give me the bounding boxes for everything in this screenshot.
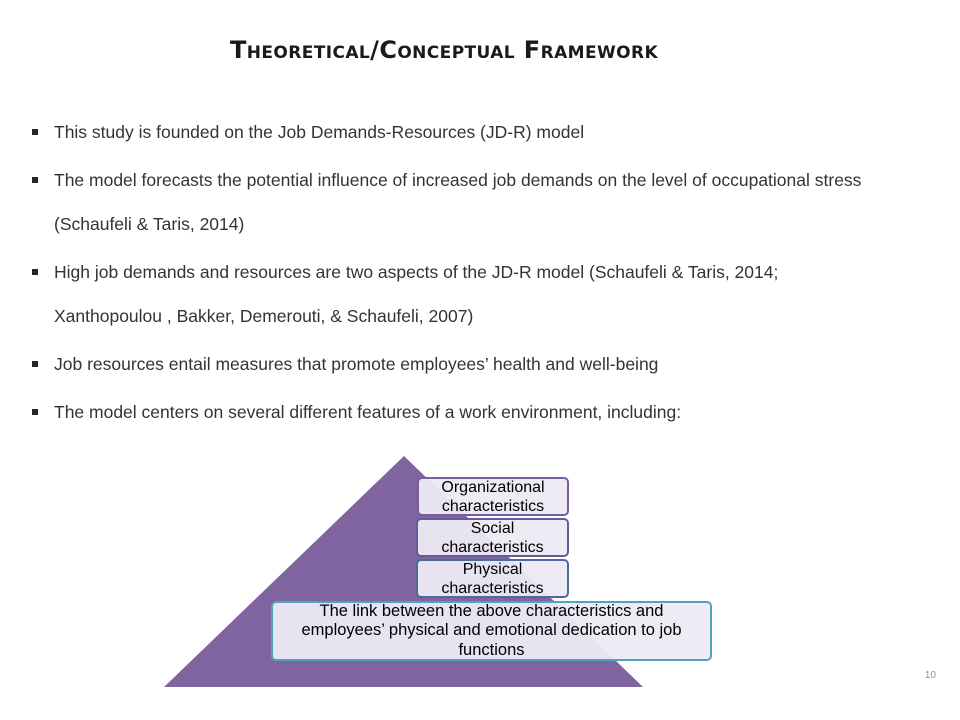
bullet-text: Job resources entail measures that promote employees’ health and well-being <box>54 354 659 374</box>
level-link-box <box>271 601 712 661</box>
bullet-list <box>30 110 930 434</box>
bullet-marker-icon <box>32 269 38 275</box>
bullet-item <box>30 158 930 246</box>
page-number: 10 <box>924 670 936 681</box>
level-organizational-label: Organizational characteristics <box>441 478 545 515</box>
bullet-marker-icon <box>32 177 38 183</box>
bullet-text: The model centers on several different features of a work environment, including: <box>54 402 682 422</box>
level-organizational-box <box>417 477 569 516</box>
bullet-item <box>30 342 930 386</box>
bullet-marker-icon <box>32 361 38 367</box>
level-link-label: The link between the above characteristics and employees’ physical and emotional dedication to job functions <box>301 601 682 659</box>
level-social-box <box>416 518 569 557</box>
slide-title: Theoretical/Conceptual Framework <box>230 36 659 64</box>
level-social-label: Social characteristics <box>441 519 544 556</box>
bullet-text: The model forecasts the potential influence of increased job demands on the level of occupational stress <box>54 170 862 190</box>
bullet-item <box>30 250 930 338</box>
level-physical-box <box>416 559 569 598</box>
bullet-text: High job demands and resources are two aspects of the JD-R model (Schaufeli & Taris, 2014; <box>54 262 779 282</box>
bullet-item <box>30 110 930 154</box>
bullet-marker-icon <box>32 409 38 415</box>
bullet-text-continuation: (Schaufeli & Taris, 2014) <box>54 214 245 234</box>
bullet-item <box>30 390 930 434</box>
level-physical-label: Physical characteristics <box>441 560 544 597</box>
bullet-text-continuation: Xanthopoulou , Bakker, Demerouti, & Schaufeli, 2007) <box>54 306 474 326</box>
bullet-text: This study is founded on the Job Demands-Resources (JD-R) model <box>54 122 585 142</box>
bullet-marker-icon <box>32 129 38 135</box>
